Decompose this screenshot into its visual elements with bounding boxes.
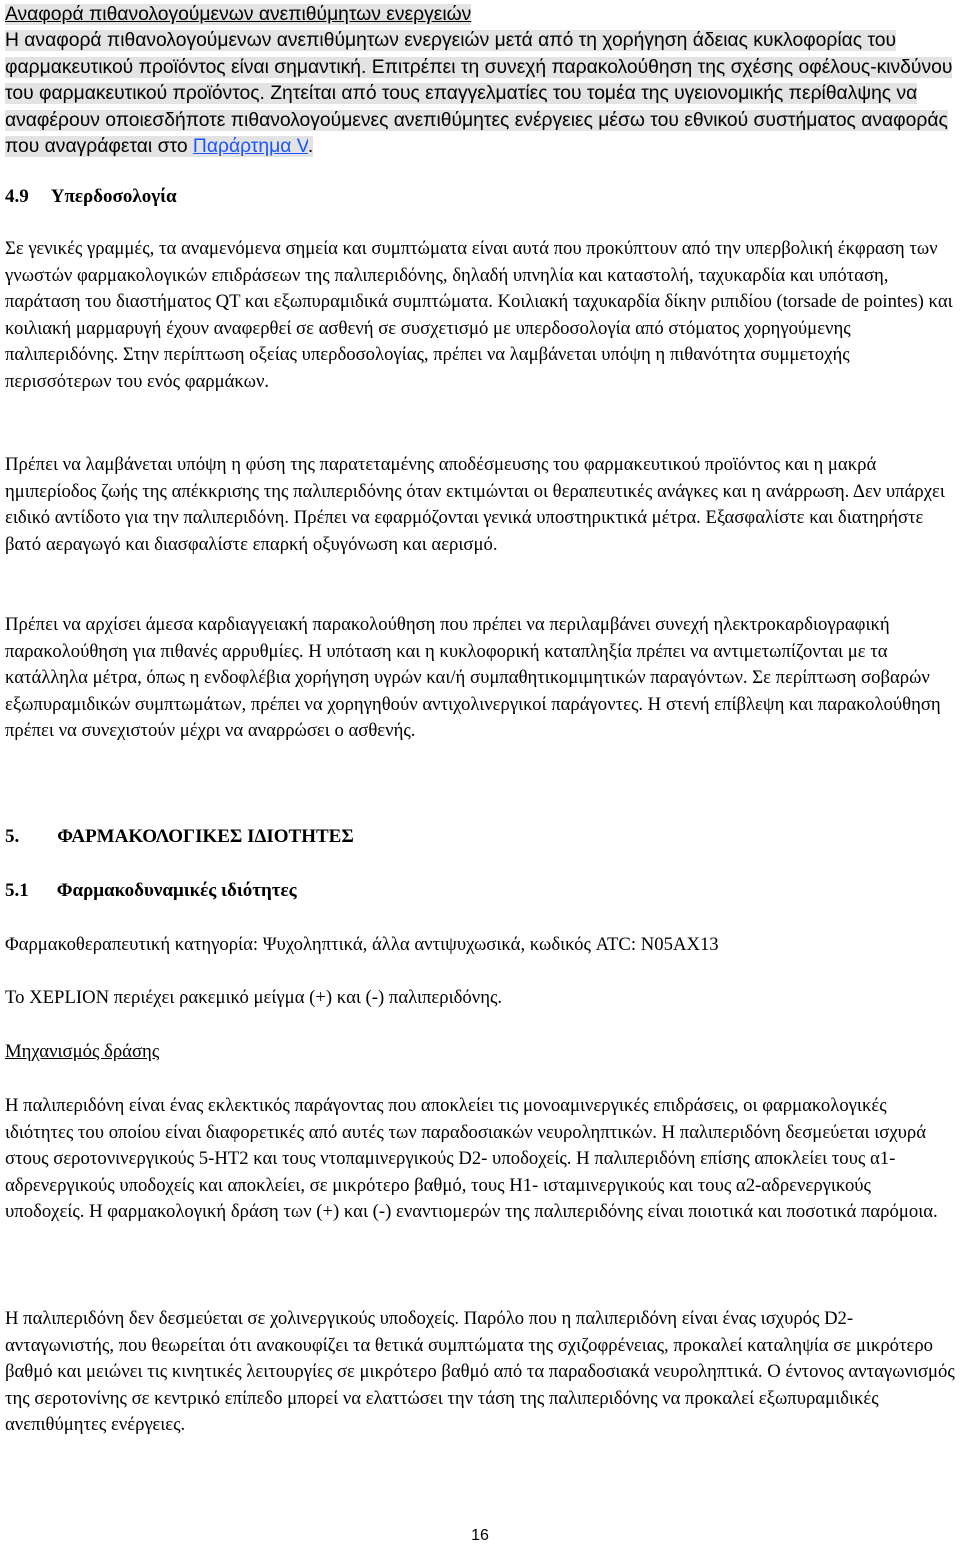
heading-4-9-title: Υπερδοσολογία [50, 186, 177, 207]
overdose-paragraph-2: Πρέπει να λαμβάνεται υπόψη η φύση της παρατεταμένης αποδέσμευσης του φαρμακευτικού προϊόντος και η μακρά ημιπερίοδος ζωής της απέκκρισης της παλιπεριδόνης όταν εκτιμώνται οι θεραπευτικές ανάγκες και η ανάρρωση. Δεν υπάρχει ειδικό αντίδοτο για την παλιπεριδόνη. Πρέπει να εφαρμόζονται γενικά υποστηρικτικά μέτρα. Εξασφαλίστε και διατηρήστε βατό αεραγωγό και διασφαλίστε επαρκή οξυγόνωση και αερισμό. [5, 454, 945, 555]
adverse-reporting-title: Αναφορά πιθανολογούμενων ανεπιθύμητων ενεργειών [5, 4, 472, 25]
annex-v-link[interactable]: Παράρτημα V [192, 136, 308, 158]
heading-4-9-number: 4.9 [5, 186, 29, 207]
overdose-paragraph-1: Σε γενικές γραμμές, τα αναμενόμενα σημεία και συμπτώματα είναι αυτά που προκύπτουν από την υπερβολική έκφραση των γνωστών φαρμακολογικών επιδράσεων της παλιπεριδόνης, δηλαδή υπνηλία και καταστολή, ταχυκαρδία και υπόταση, παράταση του διαστήματος QT και εξωπυραμιδικά συμπτώματα. Κοιλιακή ταχυκαρδία δίκην ριπιδίου (torsade de pointes) και κοιλιακή μαρμαρυγή έχουν αναφερθεί σε ασθενή σε συσχετισμό με υπερδοσολογία από στόματος χορηγούμενης παλιπεριδόνης. Στην περίπτωση οξείας υπερδοσολογίας, πρέπει να λαμβάνεται υπόψη η πιθανότητα συμμετοχής περισσότερων του ενός φαρμάκων. [5, 238, 953, 392]
adverse-reporting-end: . [307, 136, 314, 158]
adverse-reporting-text [5, 2, 955, 160]
pharmacotherapeutic-category: Φαρμακοθεραπευτική κατηγορία: Ψυχοληπτικά, άλλα αντιψυχωσικά, κωδικός ATC: N05AX13 [5, 934, 719, 955]
overdose-paragraph-3: Πρέπει να αρχίσει άμεσα καρδιαγγειακή παρακολούθηση που πρέπει να περιλαμβάνει συνεχή ηλεκτροκαρδιογραφική παρακολούθηση για πιθανές αρρυθμίες. Η υπόταση και η κυκλοφορική καταπληξία πρέπει να αντιμετωπίζονται με τα κατάλληλα μέτρα, όπως η ενδοφλέβια χορήγηση υγρών και/ή συμπαθητικομιμητικών παραγόντων. Σε περίπτωση σοβαρών εξωπυραμιδικών συμπτωμάτων, πρέπει να χορηγηθούν αντιχολινεργικοί παράγοντες. Η στενή επίβλεψη και παρακολούθηση πρέπει να συνεχιστούν μέχρι να αναρρώσει ο ασθενής. [5, 614, 941, 742]
heading-5 [5, 826, 354, 848]
heading-5-1 [5, 880, 297, 902]
mechanism-subheading: Μηχανισμός δράσης [5, 1041, 160, 1062]
mechanism-paragraph-1: Η παλιπεριδόνη είναι ένας εκλεκτικός παράγοντας που αποκλείει τις μονοαμινεργικές επιδράσεις, οι φαρμακολογικές ιδιότητες του οποίου είναι διαφορετικές από αυτές των παραδοσιακών νευροληπτικών. Η παλιπεριδόνη δεσμεύεται ισχυρά στους σεροτονινεργικούς 5-HT2 και τους ντοπαμινεργικούς D2- υποδοχείς. Η παλιπεριδόνη επίσης αποκλείει τους α1-αδρενεργικούς υποδοχείς και αποκλείει, σε μικρότερο βαθμό, τους H1- ισταμινεργικούς και τους α2-αδρενεργικούς υποδοχείς. Η φαρμακολογική δράση των (+) και (-) εναντιομερών της παλιπεριδόνης είναι ποιοτικά και ποσοτικά παρόμοια. [5, 1095, 938, 1223]
page-number: 16 [471, 1527, 489, 1544]
heading-5-1-number: 5.1 [5, 880, 29, 901]
heading-5-title: ΦΑΡΜΑΚΟΛΟΓΙΚΕΣ ΙΔΙΟΤΗΤΕΣ [57, 826, 354, 847]
adverse-reporting-body: Η αναφορά πιθανολογούμενων ανεπιθύμητων ενεργειών μετά από τη χορήγηση άδειας κυκλοφορίας του φαρμακευτικού προϊόντος είναι σημαντική. Επιτρέπει τη συνεχή παρακολούθηση της σχέσης οφέλους-κινδύνου του φαρμακευτικού προϊόντος. Ζητείται από τους επαγγελματίες του τομέα της υγειονομικής περίθαλψης να αναφέρουν οποιεσδήποτε πιθανολογούμενες ανεπιθύμητες ενέργειες μέσω του εθνικού συστήματος αναφοράς που αναγράφεται στο [5, 30, 953, 158]
heading-5-1-title: Φαρμακοδυναμικές ιδιότητες [56, 880, 297, 901]
heading-5-number: 5. [5, 826, 20, 847]
mechanism-paragraph-2: Η παλιπεριδόνη δεν δεσμεύεται σε χολινεργικούς υποδοχείς. Παρόλο που η παλιπεριδόνη είναι ένας ισχυρός D2- ανταγωνιστής, που θεωρείται ότι ανακουφίζει τα θετικά συμπτώματα της σχιζοφρένειας, προκαλεί καταληψία σε μικρότερο βαθμό και μειώνει τις κινητικές λειτουργίες σε μικρότερο βαθμό από τα παραδοσιακά νευροληπτικά. Ο έντονος ανταγωνισμός της σεροτονίνης σε κεντρικό επίπεδο μπορεί να ελαττώσει την τάση της παλιπεριδόνης να προκαλεί εξωπυραμιδικές ανεπιθύμητες ενέργειες. [5, 1308, 955, 1436]
heading-4-9 [5, 186, 177, 208]
xeplion-contains: Το XEPLION περιέχει ρακεμικό μείγμα (+) και (-) παλιπεριδόνης. [5, 987, 503, 1008]
adverse-reporting-section [5, 2, 955, 160]
